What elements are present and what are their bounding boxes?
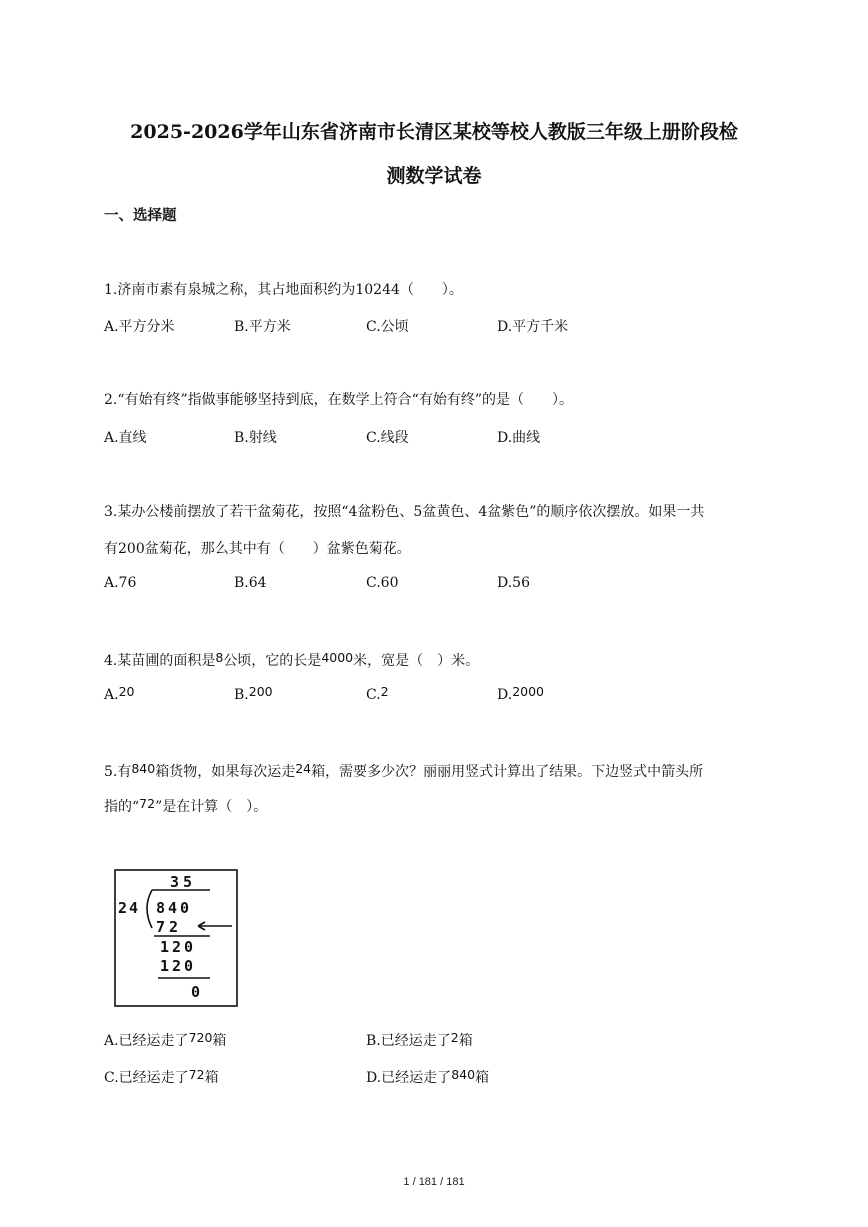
dividend-text: 840 [156, 899, 193, 917]
long-division-figure [112, 868, 240, 1008]
q4-stem-part: 4.某苗圃的面积是 [104, 653, 216, 669]
question-1-stem: 1.济南市素有泉城之称，其占地面积约为10244（ ）。 [104, 282, 463, 298]
q4-stem-part: 公顷，它的长是 [223, 653, 322, 669]
remainder1-text: 120 [160, 938, 197, 956]
q5-option-a: A.已经运走了720箱 [104, 1030, 227, 1049]
q4-length-value: 4000 [321, 650, 354, 665]
divisor-text: 24 [118, 899, 141, 917]
q4-stem-part: 米，宽是（ ）米。 [353, 653, 480, 669]
q2-option-a: A.直线 [104, 430, 147, 446]
question-3-stem-line1: 3.某办公楼前摆放了若干盆菊花，按照“4盆粉色、5盆黄色、4盆紫色”的顺序依次摆放。如果一共 [104, 504, 705, 520]
question-5-stem-line2: 指的“72”是在计算（ ）。 [104, 796, 268, 815]
q5-option-d: D.已经运走了840箱 [366, 1067, 490, 1086]
step2-text: 120 [160, 957, 197, 975]
q4-option-a: A.20 [104, 684, 135, 703]
page-number: 1 / 181 / 181 [403, 1176, 465, 1188]
page-title-line2: 测数学试卷 [386, 165, 482, 187]
question-2-stem: 2.“有始有终”指做事能够坚持到底，在数学上符合“有始有终”的是（ ）。 [104, 392, 573, 408]
question-5-stem-line1: 5.有840箱货物，如果每次运走24箱，需要多少次？丽丽用竖式计算出了结果。下边竖式中箭头所 [104, 761, 704, 780]
q3-option-b: B.64 [234, 575, 267, 591]
q3-option-c: C.60 [366, 575, 399, 591]
page-title-line1: 2025-2026学年山东省济南市长清区某校等校人教版三年级上册阶段检 [130, 121, 738, 143]
q1-option-d: D.平方千米 [497, 319, 569, 335]
q3-option-a: A.76 [104, 575, 137, 591]
q5-option-b: B.已经运走了2箱 [366, 1030, 473, 1049]
q5-total-value: 840 [131, 761, 156, 776]
q2-option-b: B.射线 [234, 430, 277, 446]
q1-option-c: C.公顷 [366, 319, 409, 335]
q2-option-c: C.线段 [366, 430, 409, 446]
q2-option-d: D.曲线 [497, 430, 541, 446]
q5-option-c: C.已经运走了72箱 [104, 1067, 219, 1086]
question-4-stem [104, 650, 479, 670]
q4-option-b: B.200 [234, 684, 273, 703]
q1-option-b: B.平方米 [234, 319, 291, 335]
division-bracket [147, 890, 152, 928]
q4-option-c: C.2 [366, 684, 389, 703]
q5-per-trip-value: 24 [295, 761, 312, 776]
q4-option-d: D.2000 [497, 684, 544, 703]
step1-text: 72 [156, 918, 183, 936]
q4-area-value: 8 [215, 650, 224, 665]
final-remainder-text: 0 [191, 983, 201, 1001]
question-3-stem-line2: 有200盆菊花，那么其中有（ ）盆紫色菊花。 [104, 541, 411, 557]
q5-step-value: 72 [139, 796, 156, 811]
q3-option-d: D.56 [497, 575, 530, 591]
quotient-text: 35 [170, 873, 197, 891]
section-heading: 一、选择题 [104, 207, 177, 224]
q1-option-a: A.平方分米 [104, 319, 175, 335]
